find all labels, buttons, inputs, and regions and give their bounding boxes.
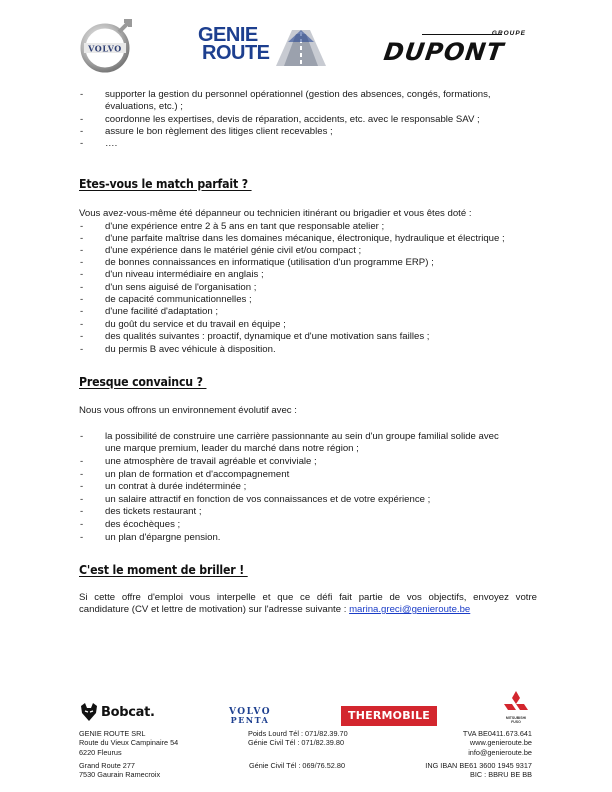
bullet-text: la possibilité de construire une carrière passionnante au sein d'un groupe familial solide avec [105, 431, 499, 442]
footer-vat: TVA BE0411.673.641 [462, 729, 532, 738]
bobcat-logo-text: Bobcat. [101, 705, 155, 720]
footer-company-name: GENIE ROUTE SRL [79, 729, 146, 738]
bullet-text: …. [105, 138, 118, 149]
footer-phones-fleurus [248, 729, 348, 748]
section1-bullet-5 [80, 269, 540, 281]
footer-iban: ING IBAN BE61 3600 1945 9317 [425, 761, 532, 770]
section2-bullet-1 [80, 431, 540, 456]
bullet-text: un salaire attractif en fonction de vos connaissances et de votre expérience ; [105, 494, 431, 505]
section1-bullet-1 [80, 221, 540, 233]
bullet-text: des écochèques ; [105, 519, 181, 530]
bobcat-logo [79, 702, 159, 724]
section-heading-convaincu: Presque convaincu ? [79, 374, 207, 389]
volvo-logo [78, 18, 134, 74]
bullet-dash: - [80, 138, 84, 149]
section1-bullet-9 [80, 319, 540, 331]
section1-bullet-4 [80, 257, 540, 269]
bullet-dash: - [80, 89, 84, 100]
section3-line2-text: candidature (CV et lettre de motivation) sur l'adresse suivante : [79, 604, 350, 615]
bullet-dash: - [80, 506, 84, 517]
footer-street: Grand Route 277 [79, 761, 135, 770]
section3-line2 [79, 604, 470, 616]
bullet-text: du permis B avec véhicule à disposition. [105, 344, 276, 355]
mitsubishi-logo-line1: MITSUBISHI [505, 716, 527, 720]
section1-bullet-10 [80, 331, 540, 343]
section2-bullet-3 [80, 469, 540, 481]
bullet-dash: - [80, 494, 84, 505]
bullet-text: assure le bon règlement des litiges client recevables ; [105, 126, 333, 137]
footer-address-fleurus [79, 729, 178, 757]
bullet-text: des qualités suivantes : proactif, dynamique et d'une motivation sans failles ; [105, 331, 430, 342]
section3-line1: Si cette offre d'emploi vous interpelle et que ce défi fait partie de vos objectifs, envoyez votre [79, 592, 537, 603]
bullet-dash: - [80, 221, 84, 232]
footer-street: Route du Vieux Campinaire 54 [79, 738, 179, 748]
road-icon [270, 26, 332, 68]
volvo-logo-text: VOLVO [88, 43, 122, 54]
bullet-dash: - [80, 456, 84, 467]
section1-bullet-6 [80, 282, 540, 294]
bullet-text: une atmosphère de travail agréable et conviviale ; [105, 456, 317, 467]
bullet-dash: - [80, 306, 84, 317]
footer-phone: Génie Civil Tél : 069/76.52.80 [249, 761, 345, 770]
dupont-logo-name: DUPONT [382, 38, 506, 66]
bullet-dash: - [80, 331, 84, 342]
footer-phone: Génie Civil Tél : 071/82.39.80 [248, 738, 344, 748]
groupe-dupont-logo [382, 30, 534, 70]
thermobile-logo: THERMOBILE [341, 706, 437, 726]
footer-website[interactable]: www.genieroute.be [469, 738, 532, 748]
bullet-text: de capacité communicationnelles ; [105, 294, 252, 305]
bullet-dash: - [80, 269, 84, 280]
bullet-dash: - [80, 282, 84, 293]
bullet-text: de bonnes connaissances en informatique (utilisation d'un programme ERP) ; [105, 257, 434, 268]
bullet-text: du goût du service et du travail en équipe ; [105, 319, 286, 330]
bullet-dash: - [80, 469, 84, 480]
bullet-text: des tickets restaurant ; [105, 506, 202, 517]
bullet-text: un contrat à durée indéterminée ; [105, 481, 247, 492]
footer-company-info [463, 729, 532, 757]
bullet-text: d'une expérience dans le matériel génie civil et/ou compact ; [105, 245, 362, 256]
section2-bullet-6 [80, 506, 540, 518]
bullet-dash: - [80, 126, 84, 137]
bullet-dash: - [80, 519, 84, 530]
section1-intro: Vous avez-vous-même été dépanneur ou technicien itinérant ou brigadier et vous êtes doté : [79, 208, 472, 219]
footer-city: 7530 Gaurain Ramecroix [79, 770, 161, 780]
bullet-dash: - [80, 319, 84, 330]
section2-bullet-8 [80, 532, 540, 544]
section1-bullet-7 [80, 294, 540, 306]
bullet-dash: - [80, 257, 84, 268]
bobcat-head-icon [79, 702, 99, 722]
bullet-dash: - [80, 532, 84, 543]
mitsubishi-logo-text [496, 716, 536, 724]
section1-bullet-11 [80, 344, 540, 356]
mitsubishi-logo-line2: FUSO [511, 720, 521, 724]
genie-route-logo-line2: ROUTE [202, 42, 270, 64]
volvo-penta-line1: VOLVO [228, 707, 272, 717]
bullet-dash: - [80, 431, 84, 442]
section2-bullet-5 [80, 494, 540, 506]
intro-bullet-1 [80, 89, 540, 114]
bullet-text: d'un sens aiguisé de l'organisation ; [105, 282, 257, 293]
footer-email[interactable]: info@genieroute.be [468, 747, 532, 757]
bullet-dash: - [80, 114, 84, 125]
bullet-text-cont: une marque premium, leader du marché dans notre région ; [105, 443, 359, 455]
footer-phones-gaurain [249, 761, 345, 770]
mitsubishi-diamonds-icon [498, 690, 534, 716]
bullet-dash: - [80, 245, 84, 256]
section-heading-briller: C'est le moment de briller ! [79, 562, 248, 577]
bullet-text: d'un niveau intermédiaire en anglais ; [105, 269, 264, 280]
intro-bullet-2 [80, 114, 540, 126]
genie-route-logo [196, 24, 336, 70]
section1-bullet-3 [80, 245, 540, 257]
bullet-text-cont: évaluations, etc.) ; [105, 101, 183, 113]
volvo-penta-line2: PENTA [230, 715, 270, 725]
mitsubishi-fuso-logo [498, 690, 534, 724]
footer-phone: Poids Lourd Tél : 071/82.39.70 [248, 729, 348, 738]
bullet-dash: - [80, 233, 84, 244]
genie-route-logo-line1: GENIE [198, 24, 258, 46]
bullet-text: d'une facilité d'adaptation ; [105, 306, 219, 317]
footer-bank-info [425, 761, 532, 780]
section2-bullet-7 [80, 519, 540, 531]
dupont-logo-rule [422, 34, 502, 35]
section1-bullet-2 [80, 233, 540, 245]
header-logos [0, 0, 612, 82]
bullet-text: d'une parfaite maîtrise dans les domaines mécanique, électronique, hydraulique et électrique ; [105, 233, 505, 244]
bullet-text: supporter la gestion du personnel opérationnel (gestion des absences, congés, formations, [105, 89, 491, 100]
bullet-dash: - [80, 294, 84, 305]
intro-bullet-3 [80, 126, 540, 138]
bullet-dash: - [80, 481, 84, 492]
intro-bullet-4 [80, 138, 540, 150]
bullet-text: un plan de formation et d'accompagnement [105, 469, 290, 480]
footer-city: 6220 Fleurus [79, 747, 122, 757]
section-heading-match: Etes-vous le match parfait ? [79, 176, 252, 191]
section1-bullet-8 [80, 306, 540, 318]
footer-address-gaurain [79, 761, 160, 780]
footer-bic: BIC : BBRU BE BB [469, 770, 532, 780]
bullet-text: d'une expérience entre 2 à 5 ans en tant que responsable atelier ; [105, 221, 385, 232]
bullet-dash: - [80, 344, 84, 355]
volvo-penta-logo [222, 707, 282, 725]
email-link[interactable]: marina.greci@genieroute.be [349, 604, 471, 615]
dupont-logo-groupe: GROUPE [491, 30, 526, 37]
section2-bullet-4 [80, 481, 540, 493]
section2-intro: Nous vous offrons un environnement évolutif avec : [79, 405, 297, 416]
bullet-text: un plan d'épargne pension. [105, 532, 221, 543]
bullet-text: coordonne les expertises, devis de réparation, accidents, etc. avec le responsable SAV ; [105, 114, 480, 125]
section2-bullet-2 [80, 456, 540, 468]
